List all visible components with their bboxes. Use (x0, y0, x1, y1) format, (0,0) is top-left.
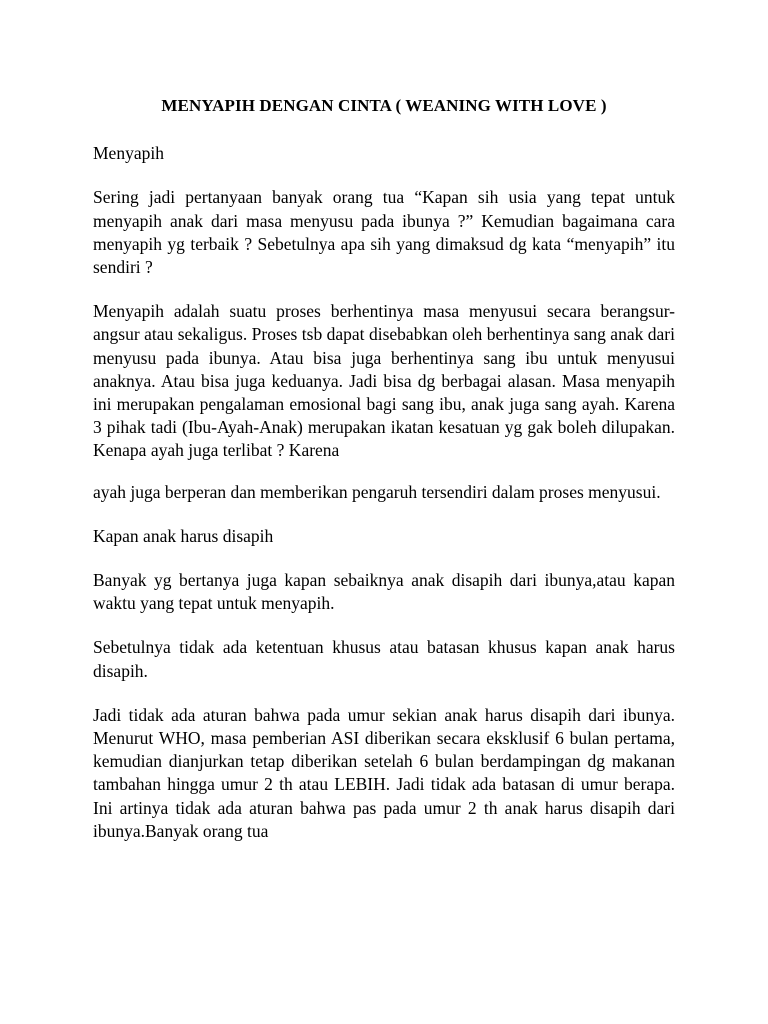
document-page (93, 94, 675, 864)
paragraph-who: Jadi tidak ada aturan bahwa pada umur sekian anak harus disapih dari ibunya. Menurut WHO, masa pemberian ASI diberikan secara eksklusif 6 bulan pertama, kemudian dianjurkan tetap diberikan setelah 6 bulan berdampingan dg makanan tambahan hingga umur 2 th atau LEBIH. Jadi tidak ada batasan di umur berapa. Ini artinya tidak ada aturan bahwa pas pada umur 2 th anak harus disapih dari ibunya.Banyak orang tua (93, 704, 675, 841)
paragraph-definition: Menyapih adalah suatu proses berhentinya masa menyusui secara berangsur-angsur atau sekaligus. Proses tsb dapat disebabkan oleh berhentinya sang anak dari menyusu pada ibunya. Atau bisa juga berhentinya sang ibu untuk menyusui anaknya. Atau bisa juga keduanya. Jadi bisa dg berbagai alasan. Masa menyapih ini merupakan pengalaman emosional bagi sang ibu, anak juga sang ayah. Karena 3 pihak tadi (Ibu-Ayah-Anak) merupakan ikatan kesatuan yg gak boleh dilupakan. Kenapa ayah juga terlibat ? Karena (93, 301, 675, 461)
paragraph-no-rule: Sebetulnya tidak ada ketentuan khusus atau batasan khusus kapan anak harus disapih. (93, 637, 675, 681)
paragraph-question: Banyak yg bertanya juga kapan sebaiknya anak disapih dari ibunya,atau kapan waktu yang tepat untuk menyapih. (93, 570, 675, 614)
section-heading-kapan: Kapan anak harus disapih (93, 525, 274, 546)
document-title: MENYAPIH DENGAN CINTA ( WEANING WITH LOVE ) (161, 96, 607, 115)
section-heading-menyapih: Menyapih (93, 143, 164, 164)
paragraph-father-role: ayah juga berperan dan memberikan pengaruh tersendiri dalam proses menyusui. (93, 481, 661, 502)
paragraph-intro: Sering jadi pertanyaan banyak orang tua “Kapan sih usia yang tepat untuk menyapih anak dari masa menyusu pada ibunya ?” Kemudian bagaimana cara menyapih yg terbaik ? Sebetulnya apa sih yang dimaksud dg kata “menyapih” itu sendiri ? (93, 187, 675, 278)
